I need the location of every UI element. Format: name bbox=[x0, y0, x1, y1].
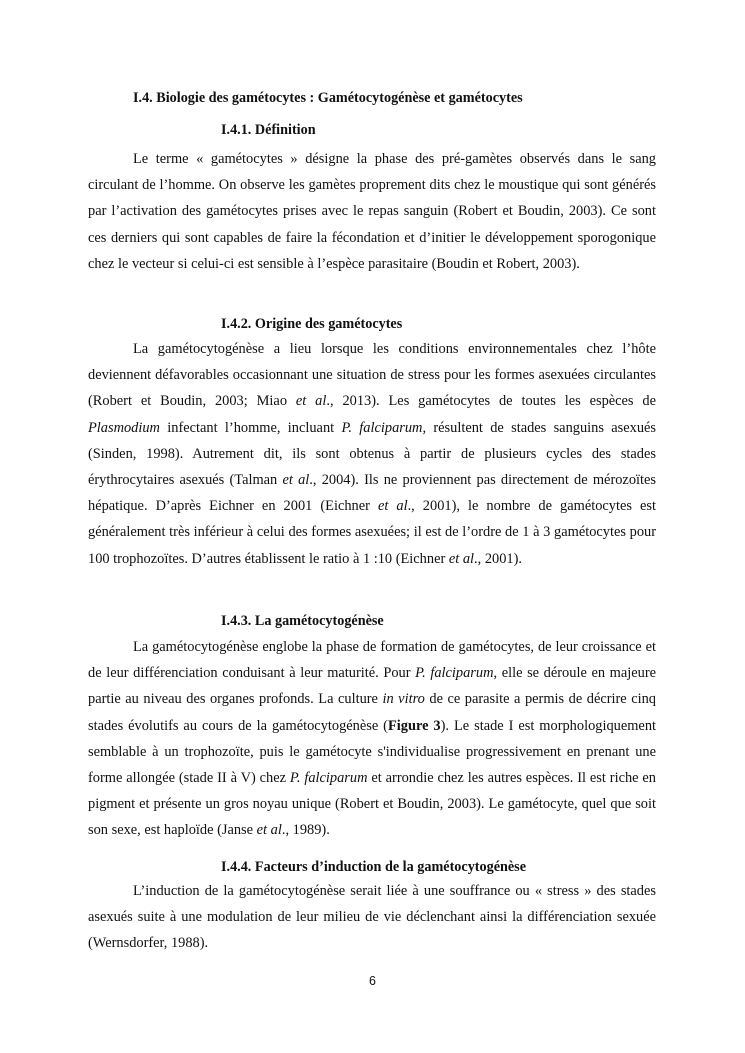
subsection-heading-origine: I.4.2. Origine des gamétocytes bbox=[221, 316, 403, 332]
subsection-heading-gametocytogenese: I.4.3. La gamétocytogénèse bbox=[221, 613, 384, 629]
figure-reference: Figure 3 bbox=[387, 717, 441, 734]
section-heading: I.4. Biologie des gamétocytes : Gamétocytogénèse et gamétocytes bbox=[133, 90, 523, 106]
text-run: L’induction de la gamétocytogénèse serait liée à une souffrance ou « stress » des stades asexués suite à une modulation de leur milieu de vie déclenchant ainsi la différenciation sexuée (Wernsdorfer, 1988). bbox=[88, 883, 656, 952]
text-run: de ce parasite a permis de décrire cinq stades évolutifs au cours de la gamétocytogénèse ( bbox=[88, 691, 656, 734]
subsection-heading-definition: I.4.1. Définition bbox=[221, 122, 316, 138]
text-run: La gamétocytogénèse a lieu lorsque les conditions environnementales chez l’hôte deviennent défavorables occasionnant une situation de stress pour les formes asexuées circulantes (Robert et Boudin, 2003; Miao bbox=[88, 341, 656, 410]
italic-text: P. falciparum bbox=[341, 419, 423, 436]
page-number: 6 bbox=[369, 974, 376, 988]
text-run: La gamétocytogénèse englobe la phase de formation de gamétocytes, de leur croissance et de leur différenciation conduisant à leur maturité. Pour bbox=[88, 639, 656, 682]
italic-text: et al bbox=[295, 393, 327, 410]
italic-text: in vitro bbox=[382, 691, 425, 708]
text-run: Le terme « gamétocytes » désigne la phase des pré-gamètes observés dans le sang circulant de l’homme. On observe les gamètes proprement dits chez le moustique qui sont générés par l’activation des gamétocytes prises avec le repas sanguin (Robert et Boudin, 2003). Ce sont ces derniers qui sont capables de faire la fécondation et d’initier le développement sporogonique chez le vecteur si celui-ci est sensible à l’espèce parasitaire (Boudin et Robert, 2003). bbox=[88, 151, 656, 272]
subsection-heading-facteurs: I.4.4. Facteurs d’induction de la gamétocytogénèse bbox=[221, 859, 526, 875]
text-run: ., 2001). bbox=[474, 550, 523, 567]
paragraph-facteurs bbox=[88, 878, 656, 957]
italic-text: et al bbox=[448, 550, 475, 567]
italic-text: P. falciparum bbox=[289, 770, 368, 787]
italic-text: et al bbox=[256, 822, 282, 839]
text-run: ., 2001), le nombre de gamétocytes est généralement très inférieur à celui des formes asexuées; il est de l’ordre de 1 à 3 gamétocytes pour 100 trophozoïtes. D’autres établissent le ratio à 1 :10 (Eichner bbox=[88, 498, 656, 567]
text-run: , résultent de stades sanguins asexués (Sinden, 1998). Autrement dit, ils sont obtenus à partir de plusieurs cycles des stades érythrocytaires asexués (Talman bbox=[88, 419, 657, 489]
paragraph-gametocytogenese bbox=[88, 634, 656, 844]
text-run: ). Le stade I est morphologiquement semblable à un trophozoïte, puis le gamétocyte s'individualise progressivement en prenant une forme allongée (stade II à V) chez bbox=[88, 717, 657, 787]
text-run: ., 2013). Les gamétocytes de toutes les espèces de bbox=[326, 393, 656, 410]
text-run: ., 1989). bbox=[281, 822, 330, 839]
text-run: ., 2004). Ils ne proviennent pas directement de mérozoïtes hépatique. D’après Eichner en 2001 (Eichner bbox=[88, 472, 656, 515]
text-run: , elle se déroule en majeure partie au niveau des organes profonds. La culture bbox=[88, 665, 656, 708]
paragraph-origine bbox=[88, 336, 656, 572]
text-run: infectant l’homme, incluant bbox=[159, 419, 342, 436]
italic-text: Plasmodium bbox=[88, 419, 160, 436]
text-run: et arrondie chez les autres espèces. Il est riche en pigment et présente un gros noyau unique (Robert et Boudin, 2003). Le gamétocyte, quel que soit son sexe, est haploïde (Janse bbox=[88, 770, 657, 839]
paragraph-definition bbox=[88, 146, 656, 277]
italic-text: et al bbox=[282, 472, 310, 489]
italic-text: et al bbox=[377, 498, 408, 515]
italic-text: P. falciparum bbox=[415, 665, 494, 682]
